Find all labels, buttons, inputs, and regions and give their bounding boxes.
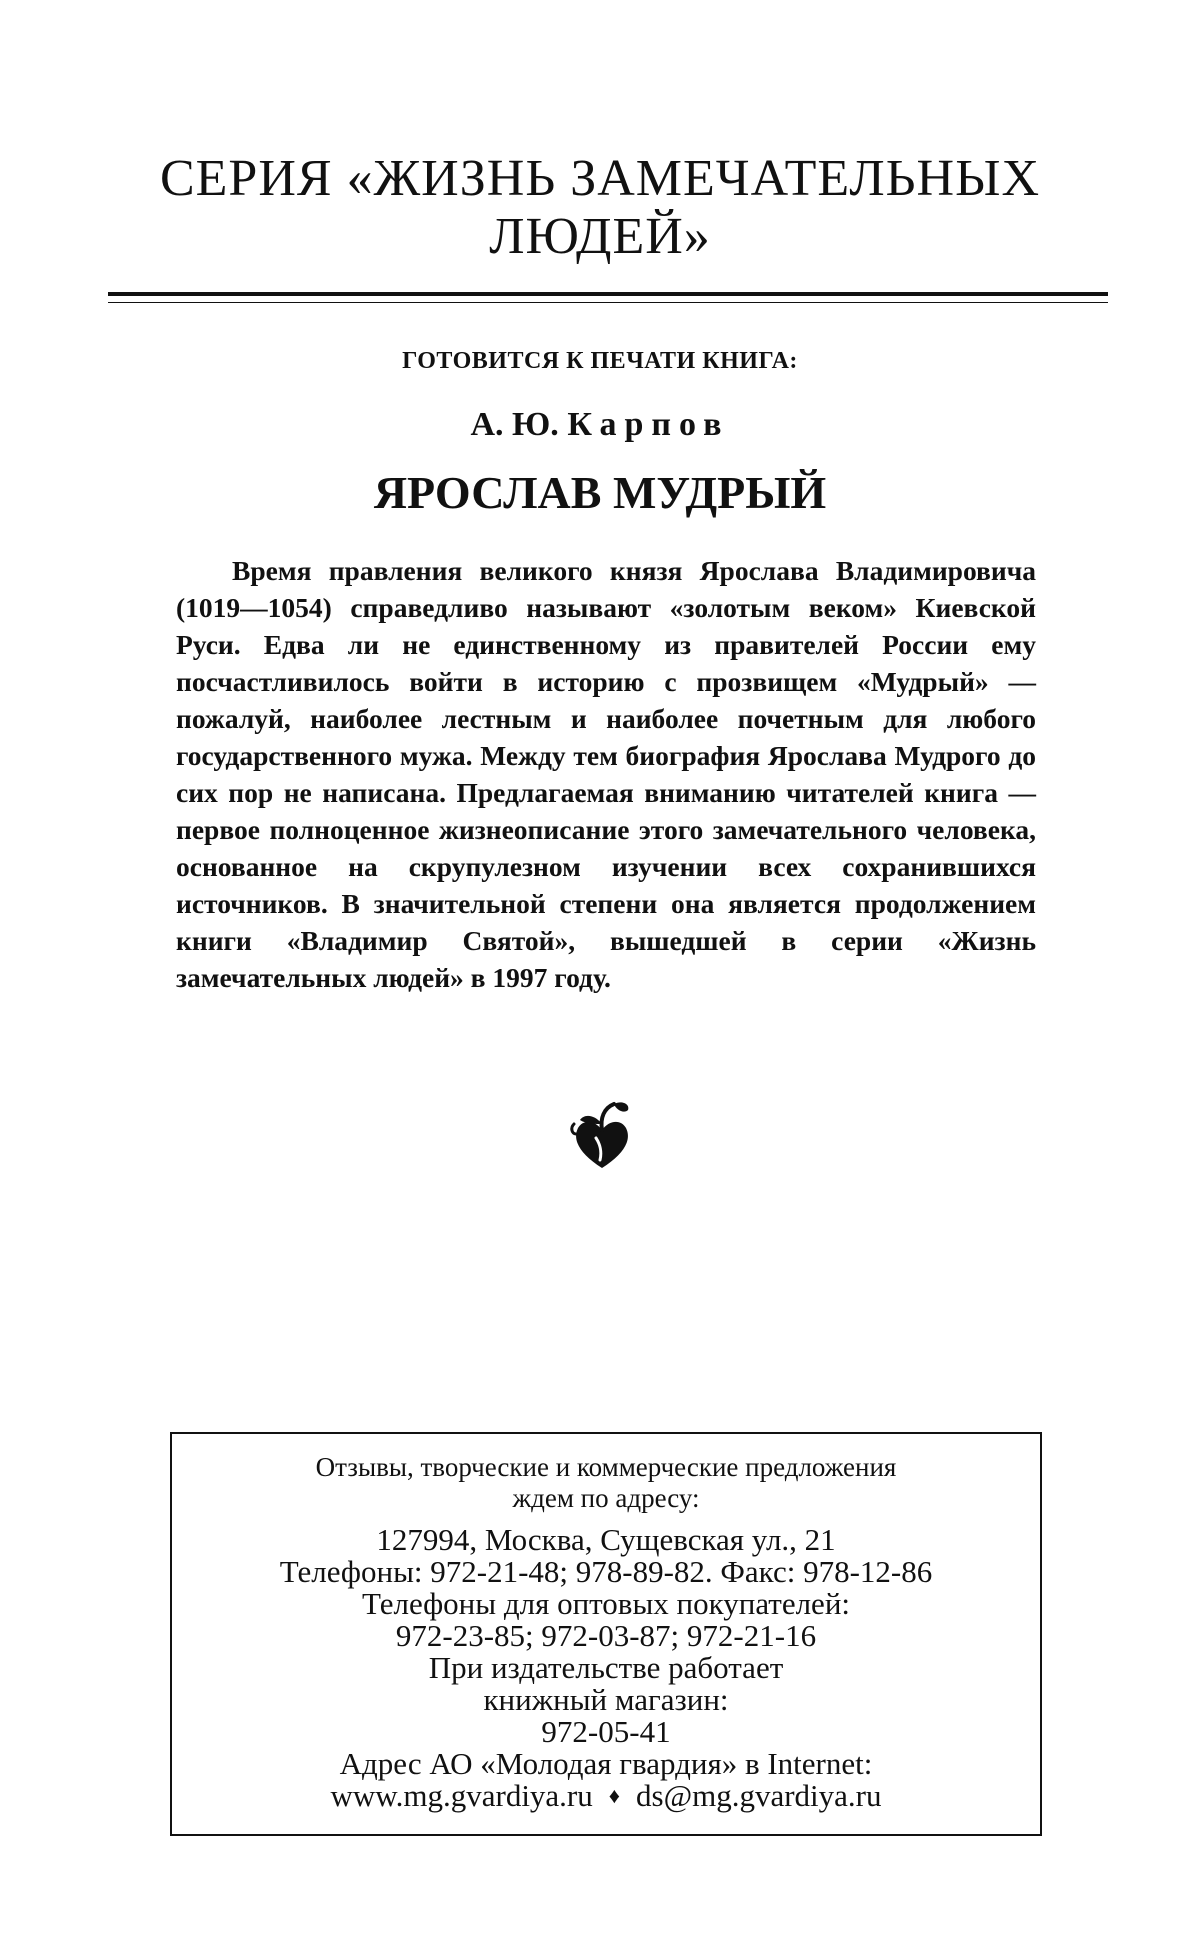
series-title-line2: ЛЮДЕЙ» bbox=[489, 208, 711, 265]
wholesale-label: Телефоны для оптовых покупателей: bbox=[361, 1586, 851, 1621]
floral-heart-icon bbox=[566, 1098, 638, 1172]
author-surname: Карпов bbox=[567, 406, 730, 443]
author-initials: А. Ю. bbox=[470, 406, 559, 443]
bookstore-line1: При издательстве работает bbox=[428, 1650, 784, 1685]
bookstore-line2: книжный магазин: bbox=[483, 1682, 729, 1717]
book-description: Время правления великого князя Ярослава Владимировича (1019—1054) справедливо называют «золотым веком» Киевской Руси. Едва ли не единственному из правителей России ему посчастливилось войти в историю с прозвищем «Мудрый» — пожалуй, наиболее лестным и наиболее почетным для любого государственного мужа. Между тем биография Ярослава Мудрого до сих пор не написана. Предлагаемая вниманию читателей книга — первое полноценное жизнеописание этого замечательного человека, основанное на скрупулезном изучении всех сохранившихся источников. В значительной степени она является продолжением книги «Владимир Святой», вышедшей в серии «Жизнь замечательных людей» в 1997 году. bbox=[176, 555, 1036, 993]
website-link[interactable]: www.mg.gvardiya.ru bbox=[330, 1778, 593, 1813]
book-title: ЯРОСЛАВ МУДРЫЙ bbox=[373, 467, 827, 518]
series-title bbox=[100, 150, 1100, 266]
contact-phones: Телефоны: 972-21-48; 978-89-82. Факс: 978-12-86 bbox=[279, 1554, 933, 1589]
internet-label: Адрес АО «Молодая гвардия» в Internet: bbox=[339, 1746, 873, 1781]
wholesale-phones: 972-23-85; 972-03-87; 972-21-16 bbox=[395, 1618, 817, 1653]
diamond-separator-icon: ♦ bbox=[608, 1783, 620, 1808]
contact-intro-line1: Отзывы, творческие и коммерческие предложения bbox=[315, 1452, 897, 1482]
announcement-heading: ГОТОВИТСЯ К ПЕЧАТИ КНИГА: bbox=[402, 348, 798, 374]
divider-thick bbox=[108, 292, 1108, 296]
divider-thin bbox=[108, 302, 1108, 303]
bookstore-phone: 972-05-41 bbox=[541, 1714, 671, 1749]
series-title-line1: СЕРИЯ «ЖИЗНЬ ЗАМЕЧАТЕЛЬНЫХ bbox=[159, 150, 1040, 207]
contact-box bbox=[170, 1432, 1042, 1836]
email-link[interactable]: ds@mg.gvardiya.ru bbox=[636, 1778, 882, 1813]
internet-contacts bbox=[172, 1780, 1040, 1812]
author-name bbox=[100, 406, 1100, 444]
contact-intro-line2: ждем по адресу: bbox=[512, 1483, 700, 1513]
contact-address: 127994, Москва, Сущевская ул., 21 bbox=[376, 1522, 836, 1557]
